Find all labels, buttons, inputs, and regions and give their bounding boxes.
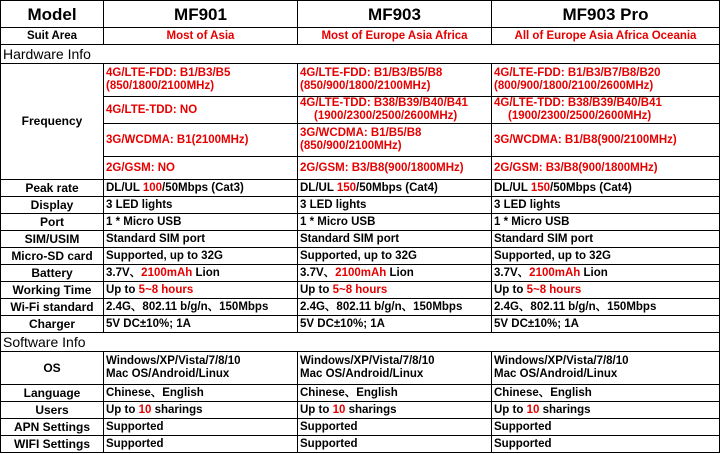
freq-cell xyxy=(298,97,492,124)
value-highlight: 10 xyxy=(138,403,152,416)
freq-line: (850/900/2100MHz) xyxy=(300,140,402,152)
value-text: Up to xyxy=(106,283,139,296)
row-label: SIM/USIM xyxy=(1,231,104,248)
value-text: Up to xyxy=(494,283,527,296)
freq-cell: 2G/GSM: B3/B8(900/1800MHz) xyxy=(298,157,492,180)
spec-value xyxy=(298,282,492,299)
spec-value: 2.4G、802.11 b/g/n、150Mbps xyxy=(104,299,298,316)
spec-value: 3 LED lights xyxy=(104,197,298,214)
model-mf903: MF903 xyxy=(298,1,492,28)
freq-line: 4G/LTE-FDD: B1/B3/B7/B8/B20 xyxy=(494,67,661,79)
spec-value xyxy=(492,265,720,282)
spec-value: Chinese、English xyxy=(298,385,492,402)
value-text: sharings xyxy=(539,403,591,416)
freq-line: (1900/2300/2500/2600MHz) xyxy=(314,110,458,122)
row-label: Working Time xyxy=(1,282,104,299)
charger-row xyxy=(1,316,720,333)
freq-cell xyxy=(492,124,720,157)
row-label: Users xyxy=(1,402,104,419)
value-highlight: 2100mAh xyxy=(529,266,581,279)
row-label: Language xyxy=(1,385,104,402)
wifi-settings-row xyxy=(1,436,720,453)
value-text: DL/UL xyxy=(106,181,143,194)
spec-value xyxy=(492,352,720,385)
peak-rate-row xyxy=(1,180,720,197)
value-highlight: 2100mAh xyxy=(335,266,387,279)
spec-value: 5V DC±10%; 1A xyxy=(298,316,492,333)
freq-line: (1900/2300/2500/2600MHz) xyxy=(508,110,652,122)
value-highlight: 150 xyxy=(530,181,551,194)
spec-value: Supported, up to 32G xyxy=(298,248,492,265)
suit-area-row xyxy=(1,28,720,45)
suit-area-value: Most of Europe Asia Africa xyxy=(298,28,492,45)
working-time-row xyxy=(1,282,720,299)
freq-cell: 2G/GSM: NO xyxy=(104,157,298,180)
wifi-standard-row xyxy=(1,299,720,316)
spec-value: 2.4G、802.11 b/g/n、150Mbps xyxy=(298,299,492,316)
spec-value: Standard SIM port xyxy=(104,231,298,248)
value-text: Lion xyxy=(386,266,414,279)
spec-value: Supported xyxy=(492,436,720,453)
users-row xyxy=(1,402,720,419)
os-line: Mac OS/Android/Linux xyxy=(494,368,618,380)
section-title-software: Software Info xyxy=(1,333,720,352)
spec-value: Supported xyxy=(104,419,298,436)
spec-value: Chinese、English xyxy=(492,385,720,402)
spec-value: 1 * Micro USB xyxy=(104,214,298,231)
spec-value xyxy=(104,265,298,282)
freq-cell xyxy=(104,64,298,97)
spec-value xyxy=(298,352,492,385)
freq-line: 3G/WCDMA: B1/B8(900/2100MHz) xyxy=(494,133,677,146)
value-highlight: 2100mAh xyxy=(141,266,193,279)
model-mf901: MF901 xyxy=(104,1,298,28)
spec-value: Supported xyxy=(492,419,720,436)
model-label: Model xyxy=(1,1,104,28)
spec-value xyxy=(104,352,298,385)
spec-value: 1 * Micro USB xyxy=(298,214,492,231)
spec-value: Chinese、English xyxy=(104,385,298,402)
value-text: /50Mbps (Cat4) xyxy=(356,181,438,194)
os-line: Windows/XP/Vista/7/8/10 xyxy=(300,355,435,367)
freq-line: 4G/LTE-FDD: B1/B3/B5/B8 xyxy=(300,67,443,79)
spec-value: 3 LED lights xyxy=(298,197,492,214)
spec-value xyxy=(298,180,492,197)
spec-value xyxy=(298,265,492,282)
sim-row xyxy=(1,231,720,248)
spec-value: 2.4G、802.11 b/g/n、150Mbps xyxy=(492,299,720,316)
spec-value: 1 * Micro USB xyxy=(492,214,720,231)
os-line: Mac OS/Android/Linux xyxy=(106,368,230,380)
freq-cell xyxy=(298,64,492,97)
spec-value: Supported, up to 32G xyxy=(104,248,298,265)
value-text: DL/UL xyxy=(300,181,337,194)
os-line: Windows/XP/Vista/7/8/10 xyxy=(494,355,629,367)
value-text: sharings xyxy=(345,403,397,416)
spec-value: 3 LED lights xyxy=(492,197,720,214)
spec-value xyxy=(104,180,298,197)
port-row xyxy=(1,214,720,231)
row-label: Frequency xyxy=(1,64,104,180)
spec-value: Supported, up to 32G xyxy=(492,248,720,265)
value-text: Up to xyxy=(300,403,333,416)
value-text: DL/UL xyxy=(494,181,531,194)
model-mf903-pro: MF903 Pro xyxy=(492,1,720,28)
freq-line: (850/1800/2100MHz) xyxy=(106,80,215,92)
os-row xyxy=(1,352,720,385)
freq-cell: 2G/GSM: B3/B8(900/1800MHz) xyxy=(492,157,720,180)
freq-line: 4G/LTE-TDD: NO xyxy=(106,103,198,116)
suit-area-value: Most of Asia xyxy=(104,28,298,45)
suit-area-value: All of Europe Asia Africa Oceania xyxy=(492,28,720,45)
row-label: OS xyxy=(1,352,104,385)
freq-line: 3G/WCDMA: B1/B5/B8 xyxy=(300,127,422,139)
freq-cell xyxy=(104,97,298,124)
value-text: Lion xyxy=(192,266,220,279)
row-label: Wi-Fi standard xyxy=(1,299,104,316)
spec-value: Supported xyxy=(104,436,298,453)
value-text: 3.7V、 xyxy=(106,266,142,279)
value-highlight: 5~8 hours xyxy=(332,283,388,296)
micro-sd-row xyxy=(1,248,720,265)
value-text: Up to xyxy=(106,403,139,416)
row-label: Port xyxy=(1,214,104,231)
battery-row xyxy=(1,265,720,282)
value-text: Lion xyxy=(580,266,608,279)
value-text: /50Mbps (Cat4) xyxy=(550,181,632,194)
row-label: WIFI Settings xyxy=(1,436,104,453)
freq-line: (850/900/1800/2100MHz) xyxy=(300,80,431,92)
freq-cell xyxy=(492,97,720,124)
row-label: APN Settings xyxy=(1,419,104,436)
value-highlight: 100 xyxy=(142,181,163,194)
row-label: Micro-SD card xyxy=(1,248,104,265)
value-text: sharings xyxy=(151,403,203,416)
value-text: Up to xyxy=(494,403,527,416)
spec-value xyxy=(298,402,492,419)
spec-value: Standard SIM port xyxy=(298,231,492,248)
apn-settings-row xyxy=(1,419,720,436)
spec-value xyxy=(492,180,720,197)
freq-line: 3G/WCDMA: B1(2100MHz) xyxy=(106,133,249,146)
spec-value: Supported xyxy=(298,419,492,436)
frequency-row-lte-fdd xyxy=(1,64,720,97)
spec-value: Standard SIM port xyxy=(492,231,720,248)
os-line: Windows/XP/Vista/7/8/10 xyxy=(106,355,241,367)
value-text: 3.7V、 xyxy=(300,266,336,279)
freq-line: (800/900/1800/2100/2600MHz) xyxy=(494,80,654,92)
value-highlight: 5~8 hours xyxy=(138,283,194,296)
section-title-hardware: Hardware Info xyxy=(1,45,720,64)
os-line: Mac OS/Android/Linux xyxy=(300,368,424,380)
value-highlight: 5~8 hours xyxy=(526,283,582,296)
value-text: 3.7V、 xyxy=(494,266,530,279)
spec-value: Supported xyxy=(298,436,492,453)
row-label: Charger xyxy=(1,316,104,333)
freq-cell xyxy=(298,124,492,157)
value-highlight: 10 xyxy=(332,403,346,416)
freq-line: 4G/LTE-TDD: B38/B39/B40/B41 xyxy=(300,97,468,109)
frequency-row-lte-tdd xyxy=(1,97,720,124)
spec-value xyxy=(104,282,298,299)
spec-value xyxy=(492,282,720,299)
value-highlight: 150 xyxy=(336,181,357,194)
language-row xyxy=(1,385,720,402)
spec-value xyxy=(104,402,298,419)
value-text: /50Mbps (Cat3) xyxy=(162,181,244,194)
section-row xyxy=(1,333,720,352)
freq-cell xyxy=(104,124,298,157)
section-row xyxy=(1,45,720,64)
display-row xyxy=(1,197,720,214)
spec-value: 5V DC±10%; 1A xyxy=(492,316,720,333)
header-row xyxy=(1,1,720,28)
spec-value xyxy=(492,402,720,419)
value-highlight: 10 xyxy=(526,403,540,416)
row-label: Peak rate xyxy=(1,180,104,197)
spec-value: 5V DC±10%; 1A xyxy=(104,316,298,333)
frequency-row-gsm xyxy=(1,157,720,180)
frequency-row-wcdma xyxy=(1,124,720,157)
freq-line: 4G/LTE-TDD: B38/B39/B40/B41 xyxy=(494,97,662,109)
row-label: Suit Area xyxy=(1,28,104,45)
value-text: Up to xyxy=(300,283,333,296)
row-label: Battery xyxy=(1,265,104,282)
freq-cell xyxy=(492,64,720,97)
freq-line: 4G/LTE-FDD: B1/B3/B5 xyxy=(106,67,231,79)
row-label: Display xyxy=(1,197,104,214)
